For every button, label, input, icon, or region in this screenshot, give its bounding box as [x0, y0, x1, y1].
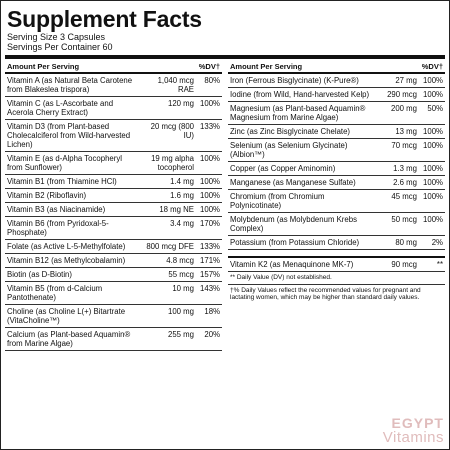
nutrient-row — [228, 139, 445, 162]
nutrient-row — [5, 175, 222, 189]
nutrient-name: Vitamin B1 (from Thiamine HCl) — [7, 177, 117, 186]
nutrient-row — [5, 152, 222, 175]
nutrient-amount: 18 mg NE — [159, 205, 194, 214]
nutrient-row — [5, 97, 222, 120]
nutrient-dv: 100% — [200, 191, 220, 200]
nutrient-row — [228, 236, 445, 250]
nutrient-name: Vitamin A (as Natural Beta Carotene from Blakeslea trispora) — [7, 76, 133, 94]
nutrient-row — [5, 305, 222, 328]
amount-per-serving-header: Amount Per Serving — [230, 62, 303, 71]
nutrient-name: Iodine (from Wild, Hand-harvested Kelp) — [230, 90, 370, 99]
nutrient-amount: 1.4 mg — [170, 177, 194, 186]
nutrient-name: Vitamin B3 (as Niacinamide) — [7, 205, 106, 214]
footnote-dv-not-established: ** Daily Value (DV) not established. — [230, 274, 332, 281]
nutrient-row — [228, 125, 445, 139]
nutrient-amount: 90 mcg — [391, 260, 417, 269]
footnote-daily-values: †% Daily Values reflect the recommended values for pregnant and lactating women, which may be higher than standard daily values. — [228, 284, 445, 304]
nutrient-dv: 171% — [200, 256, 220, 265]
left-column — [5, 61, 222, 351]
nutrient-name: Calcium (as Plant-based Aquamin® from Marine Algae) — [7, 330, 131, 348]
nutrient-amount: 70 mcg — [391, 141, 417, 150]
nutrient-amount: 290 mcg — [387, 90, 417, 99]
nutrient-name: Molybdenum (as Molybdenum Krebs Complex) — [230, 215, 357, 233]
nutrient-name: Manganese (as Manganese Sulfate) — [230, 178, 356, 187]
nutrient-dv: 133% — [200, 242, 220, 251]
left-column-header — [5, 61, 222, 74]
nutrient-row — [228, 176, 445, 190]
nutrient-row — [5, 203, 222, 217]
nutrient-dv: 143% — [200, 284, 220, 293]
nutrient-dv: 100% — [423, 215, 443, 224]
nutrient-name: Selenium (as Selenium Glycinate) (Albion™) — [230, 141, 348, 159]
nutrient-row — [228, 102, 445, 125]
nutrient-dv: 100% — [423, 164, 443, 173]
nutrient-row — [5, 74, 222, 97]
nutrient-dv: 20% — [204, 330, 220, 339]
dv-header: %DV† — [421, 62, 443, 71]
nutrient-dv: 100% — [423, 76, 443, 85]
nutrient-amount: 13 mg — [395, 127, 417, 136]
nutrient-amount: 3.4 mg — [170, 219, 194, 228]
nutrient-row — [5, 254, 222, 268]
watermark-line-2: Vitamins — [382, 429, 444, 446]
right-column-header — [228, 61, 445, 74]
left-rows — [5, 74, 222, 351]
nutrient-amount: 19 mg alpha tocopherol — [151, 154, 194, 172]
nutrient-name: Vitamin B6 (from Pyridoxal-5-Phosphate) — [7, 219, 109, 237]
nutrient-amount: 800 mcg DFE — [146, 242, 194, 251]
nutrient-name: Copper (as Copper Aminomin) — [230, 164, 336, 173]
nutrient-dv: 170% — [200, 219, 220, 228]
nutrient-amount: 10 mg — [172, 284, 194, 293]
nutrient-name: Folate (as Active L-5-Methylfolate) — [7, 242, 126, 251]
watermark-line-1: EGYPT — [391, 415, 444, 431]
nutrient-dv: 80% — [204, 76, 220, 85]
nutrient-name: Magnesium (as Plant-based Aquamin® Magnesium from Marine Algae) — [230, 104, 366, 122]
nutrient-dv: 100% — [423, 141, 443, 150]
nutrient-amount: 55 mcg — [168, 270, 194, 279]
nutrient-row — [5, 217, 222, 240]
nutrient-name: Iron (Ferrous Bisglycinate) (K-Pure®) — [230, 76, 359, 85]
dv-header: %DV† — [198, 62, 220, 71]
top-divider — [5, 55, 445, 59]
nutrient-name: Vitamin E (as d-Alpha Tocopheryl from Sunflower) — [7, 154, 122, 172]
nutrient-name: Biotin (as D-Biotin) — [7, 270, 72, 279]
nutrient-name: Choline (as Choline L(+) Bitartrate (VitaCholine™) — [7, 307, 126, 325]
right-rows — [228, 74, 445, 250]
nutrient-name: Vitamin C (as L-Ascorbate and Acerola Cherry Extract) — [7, 99, 114, 117]
nutrient-row — [228, 213, 445, 236]
nutrient-row — [5, 328, 222, 351]
nutrient-dv: 100% — [423, 192, 443, 201]
nutrient-dv: 100% — [423, 90, 443, 99]
amount-per-serving-header: Amount Per Serving — [7, 62, 80, 71]
egypt-vitamins-watermark — [383, 416, 444, 445]
nutrient-amount: 1,040 mcg RAE — [157, 76, 194, 94]
nutrient-amount: 4.8 mcg — [166, 256, 194, 265]
nutrient-dv: 2% — [431, 238, 443, 247]
nutrient-name: Zinc (as Zinc Bisglycinate Chelate) — [230, 127, 351, 136]
nutrient-amount: 100 mg — [167, 307, 194, 316]
facts-columns — [5, 61, 445, 351]
nutrient-name: Vitamin K2 (as Menaquinone MK-7) — [230, 260, 354, 269]
nutrient-dv: 50% — [427, 104, 443, 113]
nutrient-name: Vitamin B5 (from d-Calcium Pantothenate) — [7, 284, 103, 302]
nutrient-row — [5, 189, 222, 203]
nutrient-dv: 18% — [204, 307, 220, 316]
nutrient-name: Vitamin D3 (from Plant-based Cholecalciferol from Wild-harvested Lichen) — [7, 122, 131, 149]
nutrient-amount: 2.6 mg — [393, 178, 417, 187]
serving-size: Serving Size 3 Capsules — [7, 32, 106, 42]
servings-per-container: Servings Per Container 60 — [7, 42, 113, 52]
nutrient-row — [5, 240, 222, 254]
panel-title: Supplement Facts — [7, 6, 202, 32]
nutrient-dv: 157% — [200, 270, 220, 279]
nutrient-row — [5, 120, 222, 152]
nutrient-row-vitamin-k2 — [228, 256, 445, 272]
nutrient-dv: 100% — [200, 177, 220, 186]
nutrient-row — [5, 268, 222, 282]
nutrient-row — [228, 74, 445, 88]
nutrient-amount: 120 mg — [167, 99, 194, 108]
nutrient-amount: 1.3 mg — [393, 164, 417, 173]
nutrient-amount: 50 mcg — [391, 215, 417, 224]
nutrient-name: Vitamin B12 (as Methylcobalamin) — [7, 256, 126, 265]
nutrient-amount: 200 mg — [390, 104, 417, 113]
nutrient-amount: 45 mcg — [391, 192, 417, 201]
nutrient-amount: 1.6 mg — [170, 191, 194, 200]
nutrient-dv: 133% — [200, 122, 220, 131]
nutrient-name: Potassium (from Potassium Chloride) — [230, 238, 360, 247]
nutrient-dv: ** — [436, 260, 443, 269]
nutrient-dv: 100% — [423, 178, 443, 187]
nutrient-row — [228, 190, 445, 213]
nutrient-name: Chromium (from Chromium Polynicotinate) — [230, 192, 325, 210]
nutrient-amount: 80 mg — [395, 238, 417, 247]
nutrient-amount: 27 mg — [395, 76, 417, 85]
right-column — [228, 61, 445, 351]
nutrient-amount: 20 mcg (800 IU) — [150, 122, 194, 140]
nutrient-dv: 100% — [200, 99, 220, 108]
nutrient-dv: 100% — [200, 154, 220, 163]
nutrient-dv: 100% — [200, 205, 220, 214]
nutrient-name: Vitamin B2 (Riboflavin) — [7, 191, 87, 200]
nutrient-amount: 255 mg — [167, 330, 194, 339]
nutrient-row — [228, 162, 445, 176]
nutrient-dv: 100% — [423, 127, 443, 136]
nutrient-row — [5, 282, 222, 305]
nutrient-row — [228, 88, 445, 102]
